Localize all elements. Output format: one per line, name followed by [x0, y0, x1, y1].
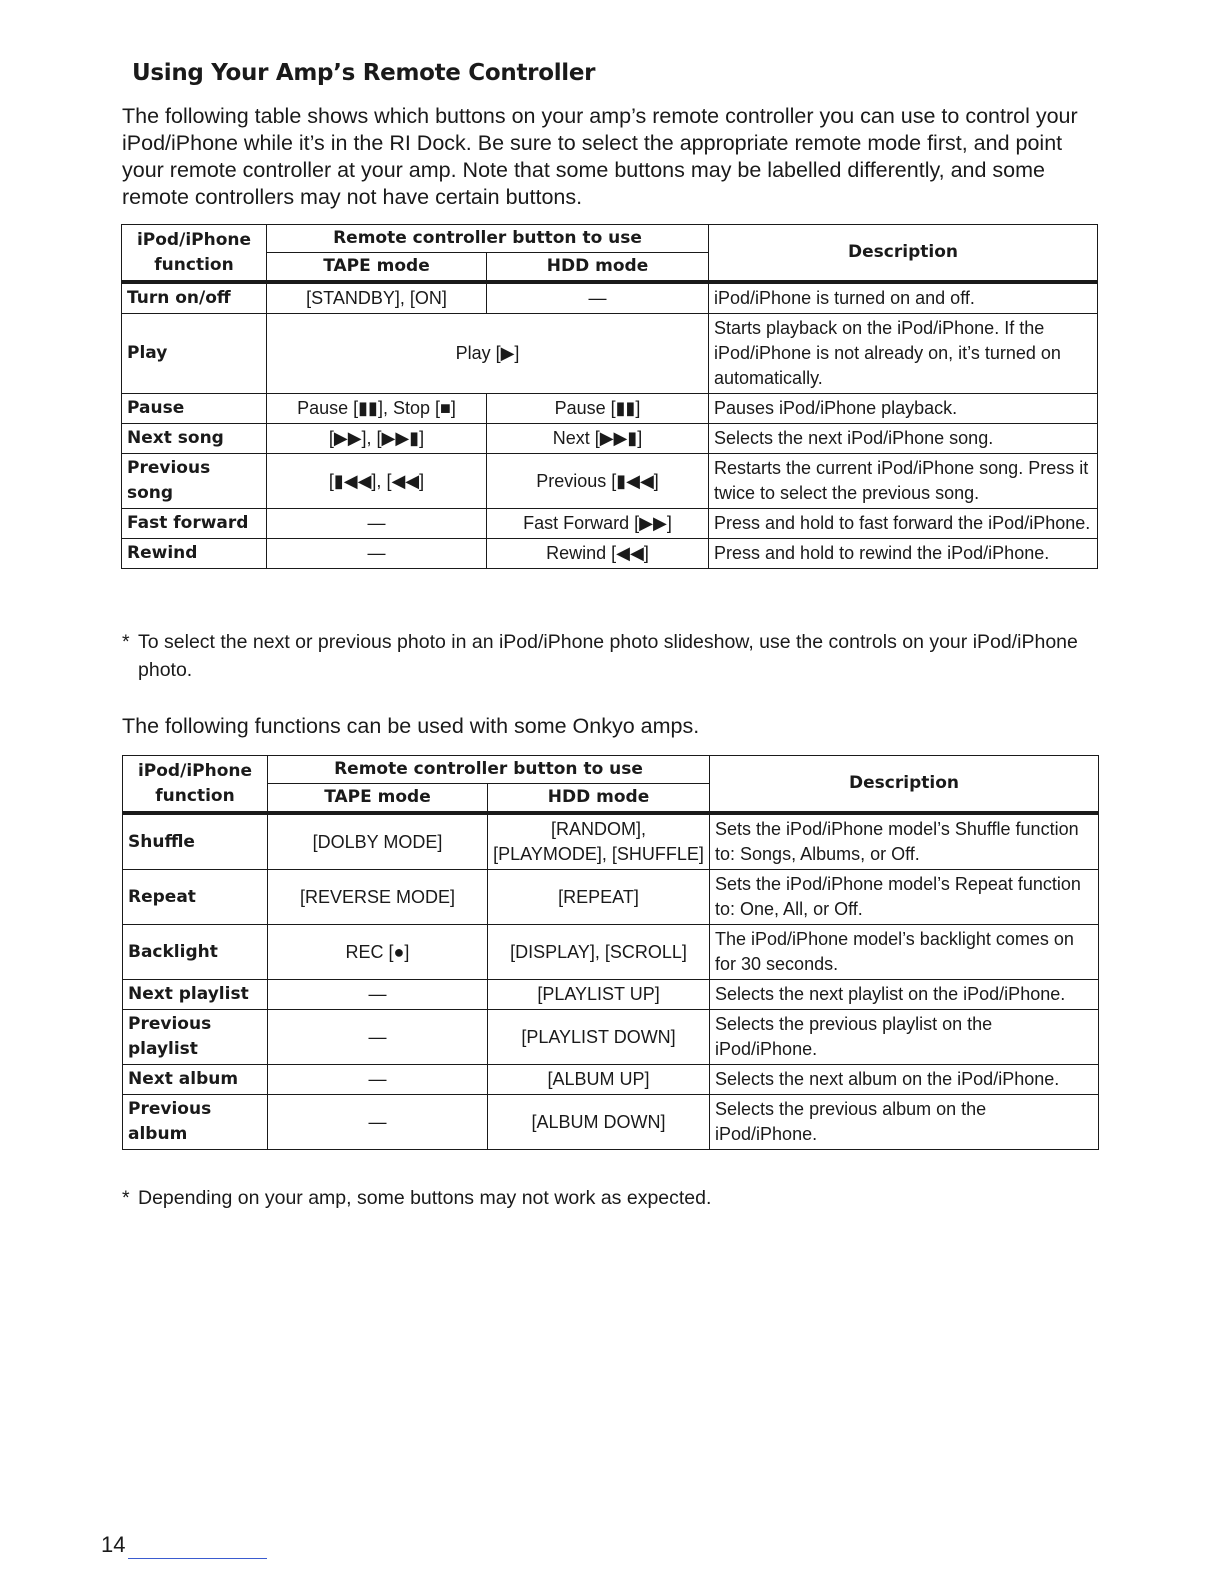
function-cell: Repeat: [123, 870, 268, 925]
table-row: [122, 282, 1098, 314]
header-tape-mode: TAPE mode: [268, 784, 488, 814]
hdd-cell: Pause [▮▮]: [487, 394, 709, 424]
function-cell: Previous album: [123, 1095, 268, 1150]
page-number-rule: [128, 1558, 267, 1559]
footnote-text: Depending on your amp, some buttons may not work as expected.: [138, 1187, 712, 1209]
header-remote: Remote controller button to use: [268, 756, 710, 784]
header-description: Description: [710, 756, 1099, 814]
table-row: [123, 925, 1099, 980]
function-cell: Backlight: [123, 925, 268, 980]
description-cell: iPod/iPhone is turned on and off.: [709, 282, 1098, 314]
footnote-asterisk: *: [122, 1187, 130, 1209]
footnote-amp: [122, 1184, 1112, 1212]
hdd-cell: [PLAYLIST DOWN]: [488, 1010, 710, 1065]
table-row: [122, 424, 1098, 454]
tape-cell: —: [268, 1065, 488, 1095]
table-row: [123, 1065, 1099, 1095]
page-number: 14: [101, 1532, 126, 1557]
function-cell: Fast forward: [122, 509, 267, 539]
onkyo-functions-table: [122, 755, 1099, 1150]
subheading: The following functions can be used with some Onkyo amps.: [122, 714, 700, 738]
description-cell: Sets the iPod/iPhone model’s Repeat function to: One, All, or Off.: [710, 870, 1099, 925]
hdd-cell: —: [487, 282, 709, 314]
hdd-cell: Next [▶▶▮]: [487, 424, 709, 454]
header-hdd-mode: HDD mode: [488, 784, 710, 814]
tape-cell: —: [268, 1095, 488, 1150]
table-row: [122, 454, 1098, 509]
footnote-text: To select the next or previous photo in an iPod/iPhone photo slideshow, use the controls on your iPod/iPhone: [138, 631, 1078, 653]
page-heading: Using Your Amp’s Remote Controller: [132, 60, 596, 86]
tape-cell: [▶▶], [▶▶▮]: [267, 424, 487, 454]
table-row: [123, 980, 1099, 1010]
table-row: [122, 509, 1098, 539]
footnote-asterisk: *: [122, 631, 130, 653]
function-cell: Shuffle: [123, 813, 268, 870]
intro-paragraph: The following table shows which buttons on your amp’s remote controller you can use to control your iPod/iPhone while it’s in the RI Dock. Be sure to select the appropriate remote mode first, and point your remote controller at your amp. Note that some buttons may be labelled differently, and some remote controllers may not have certain buttons.: [122, 104, 1078, 209]
table-row: [123, 1095, 1099, 1150]
hdd-cell: [REPEAT]: [488, 870, 710, 925]
tape-cell: [REVERSE MODE]: [268, 870, 488, 925]
tape-cell: [STANDBY], [ON]: [267, 282, 487, 314]
description-cell: Selects the previous playlist on the iPod/iPhone.: [710, 1010, 1099, 1065]
hdd-cell: [ALBUM UP]: [488, 1065, 710, 1095]
footnote-text-continued: photo.: [138, 659, 193, 681]
description-cell: Press and hold to fast forward the iPod/iPhone.: [709, 509, 1098, 539]
description-cell: Starts playback on the iPod/iPhone. If the iPod/iPhone is not already on, it’s turned on automatically.: [709, 314, 1098, 394]
header-tape-mode: TAPE mode: [267, 253, 487, 283]
header-function: iPod/iPhone function: [122, 225, 267, 283]
hdd-cell: [ALBUM DOWN]: [488, 1095, 710, 1150]
function-cell: Next playlist: [123, 980, 268, 1010]
hdd-cell: Previous [▮◀◀]: [487, 454, 709, 509]
function-cell: Pause: [122, 394, 267, 424]
table-row: [123, 870, 1099, 925]
description-cell: The iPod/iPhone model’s backlight comes on for 30 seconds.: [710, 925, 1099, 980]
description-cell: Sets the iPod/iPhone model’s Shuffle function to: Songs, Albums, or Off.: [710, 813, 1099, 870]
remote-buttons-table: [121, 224, 1098, 569]
function-cell: Rewind: [122, 539, 267, 569]
function-cell: Next album: [123, 1065, 268, 1095]
tape-cell: —: [268, 1010, 488, 1065]
hdd-cell: Rewind [◀◀]: [487, 539, 709, 569]
description-cell: Pauses iPod/iPhone playback.: [709, 394, 1098, 424]
function-cell: Play: [122, 314, 267, 394]
header-description: Description: [709, 225, 1098, 283]
function-cell: Previous playlist: [123, 1010, 268, 1065]
tape-cell: —: [267, 539, 487, 569]
table-row: [122, 539, 1098, 569]
header-hdd-mode: HDD mode: [487, 253, 709, 283]
description-cell: Selects the next playlist on the iPod/iPhone.: [710, 980, 1099, 1010]
description-cell: Press and hold to rewind the iPod/iPhone.: [709, 539, 1098, 569]
tape-cell: [▮◀◀], [◀◀]: [267, 454, 487, 509]
header-remote: Remote controller button to use: [267, 225, 709, 253]
tape-cell: —: [267, 509, 487, 539]
description-cell: Restarts the current iPod/iPhone song. Press it twice to select the previous song.: [709, 454, 1098, 509]
hdd-cell: [PLAYLIST UP]: [488, 980, 710, 1010]
description-cell: Selects the next iPod/iPhone song.: [709, 424, 1098, 454]
hdd-cell: [RANDOM], [PLAYMODE], [SHUFFLE]: [488, 813, 710, 870]
function-cell: Turn on/off: [122, 282, 267, 314]
description-cell: Selects the previous album on the iPod/iPhone.: [710, 1095, 1099, 1150]
table-row: [122, 314, 1098, 394]
tape-cell: —: [268, 980, 488, 1010]
hdd-cell: [DISPLAY], [SCROLL]: [488, 925, 710, 980]
description-cell: Selects the next album on the iPod/iPhone.: [710, 1065, 1099, 1095]
function-cell: Next song: [122, 424, 267, 454]
tape-cell: [DOLBY MODE]: [268, 813, 488, 870]
footnote-photo: [122, 628, 1112, 684]
tape-cell: Pause [▮▮], Stop [■]: [267, 394, 487, 424]
function-cell: Previous song: [122, 454, 267, 509]
table-row: [123, 813, 1099, 870]
table-row: [122, 394, 1098, 424]
tape-hdd-cell: Play [▶]: [267, 314, 709, 394]
hdd-cell: Fast Forward [▶▶]: [487, 509, 709, 539]
header-function: iPod/iPhone function: [123, 756, 268, 814]
table-row: [123, 1010, 1099, 1065]
tape-cell: REC [●]: [268, 925, 488, 980]
